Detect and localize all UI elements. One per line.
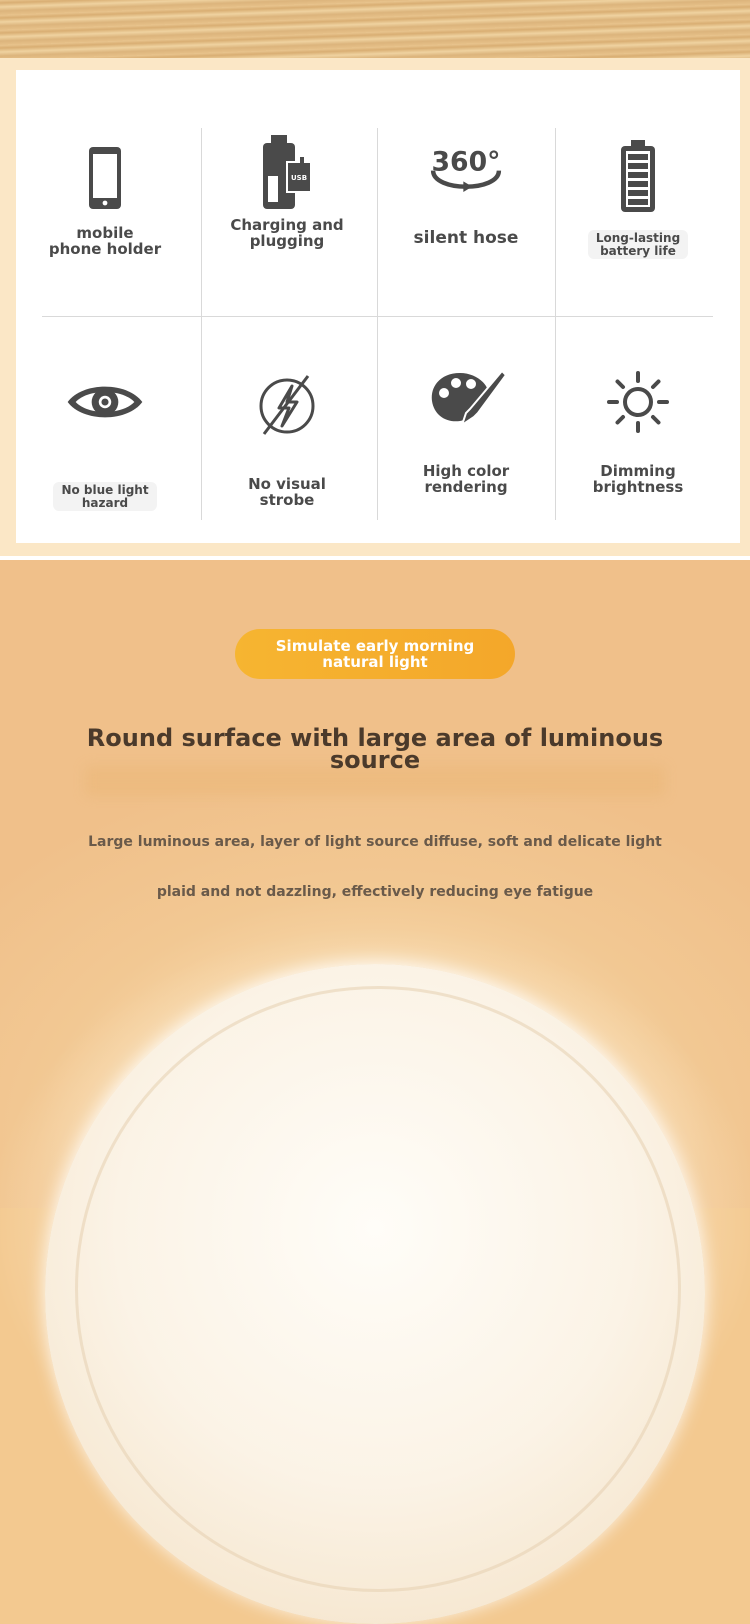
sun-icon <box>598 362 678 442</box>
feature-no-strobe <box>227 363 347 509</box>
rotate-360-icon <box>426 128 506 208</box>
grid-divider <box>201 128 202 520</box>
battery-icon <box>598 136 678 216</box>
feature-phone-holder <box>45 138 165 258</box>
usb-battery-icon <box>247 132 327 212</box>
feature-label: mobile phone holder <box>48 224 162 258</box>
feature-charging <box>227 132 347 250</box>
feature-label: Dimming brightness <box>592 462 684 496</box>
description-line-2: plaid and not dazzling, effectively reducing eye fatigue <box>156 884 594 900</box>
feature-battery-life <box>578 136 698 259</box>
grid-divider <box>42 316 713 317</box>
section-headline: Round surface with large area of luminous source <box>86 724 664 774</box>
natural-light-badge: Simulate early morning natural light <box>235 629 515 679</box>
svg-text:USB: USB <box>290 174 308 182</box>
no-strobe-icon <box>247 363 327 443</box>
feature-no-blue-light <box>45 362 165 511</box>
feature-label: silent hose <box>413 228 519 248</box>
phone-icon <box>65 138 145 218</box>
lamp-rim <box>75 986 681 1592</box>
grid-divider <box>555 128 556 520</box>
feature-dimming-brightness <box>578 362 698 496</box>
feature-label: Charging and plugging <box>230 216 344 250</box>
feature-label: High color rendering <box>422 462 510 496</box>
wood-texture-banner <box>0 0 750 58</box>
feature-label: No visual strobe <box>248 475 326 509</box>
feature-silent-hose <box>406 128 526 248</box>
feature-label: Long-lasting battery life <box>588 230 688 259</box>
eye-icon <box>65 362 145 442</box>
description-line-1: Large luminous area, layer of light source diffuse, soft and delicate light <box>88 834 662 850</box>
palette-icon <box>426 362 506 442</box>
feature-label: No blue light hazard <box>53 482 156 511</box>
grid-divider <box>377 128 378 520</box>
feature-grid-card <box>16 70 740 543</box>
feature-high-color-rendering <box>406 362 526 496</box>
svg-text:360°: 360° <box>431 146 501 178</box>
